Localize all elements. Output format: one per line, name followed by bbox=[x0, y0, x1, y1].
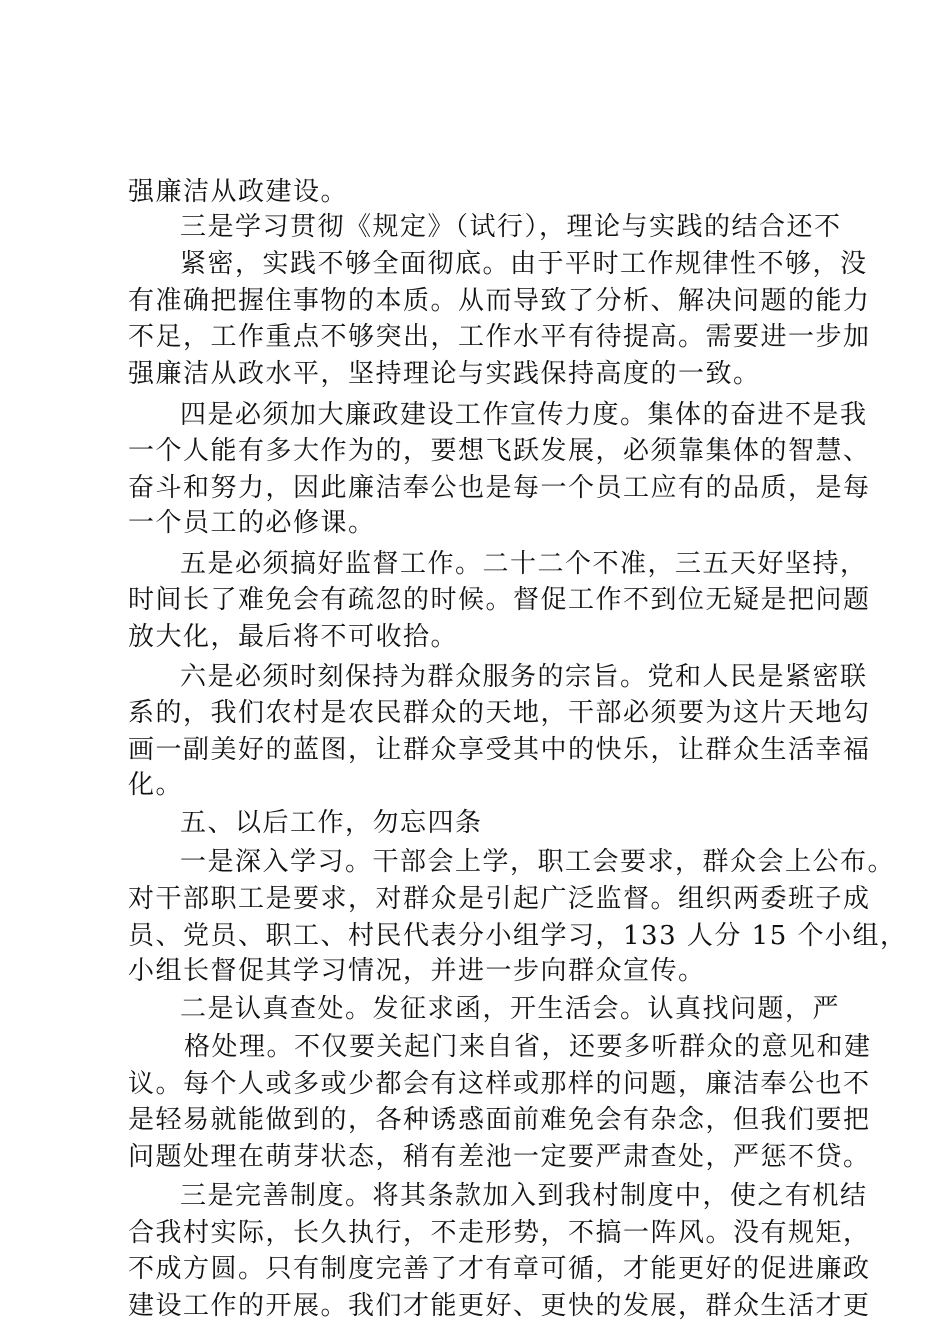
text-line-3: 紧密，实践不够全面彻底。由于平时工作规律性不够，没 bbox=[180, 249, 868, 279]
text-line-8: 一个人能有多大作为的，要想飞跃发展，必须靠集体的智慧、 bbox=[128, 436, 871, 466]
text-line-14: 六是必须时刻保持为群众服务的宗旨。党和人民是紧密联 bbox=[180, 662, 868, 692]
text-line-13: 放大化，最后将不可收拾。 bbox=[128, 622, 459, 652]
text-line-22: 小组长督促其学习情况，并进一步向群众宣传。 bbox=[128, 956, 706, 986]
text-line-9: 奋斗和努力，因此廉洁奉公也是每一个员工应有的品质，是每 bbox=[128, 473, 871, 503]
text-line-15: 系的，我们农村是农民群众的天地，干部必须要为这片天地勾 bbox=[128, 698, 871, 728]
text-line-29: 合我村实际，长久执行，不走形势，不搞一阵风。没有规矩， bbox=[128, 1218, 871, 1248]
text-line-10: 一个员工的必修课。 bbox=[128, 508, 376, 538]
text-line-12: 时间长了难免会有疏忽的时候。督促工作不到位无疑是把问题 bbox=[128, 585, 871, 615]
text-line-26: 是轻易就能做到的，各种诱惑面前难免会有杂念，但我们要把 bbox=[128, 1105, 871, 1135]
text-line-21: 员、党员、职工、村民代表分小组学习，133 人分 15 个小组， bbox=[128, 921, 908, 951]
text-line-30: 不成方圆。只有制度完善了才有章可循，才能更好的促进廉政 bbox=[128, 1254, 871, 1284]
text-line-18: 五、以后工作，勿忘四条 bbox=[180, 808, 483, 838]
text-line-31: 建设工作的开展。我们才能更好、更快的发展，群众生活才更 bbox=[128, 1291, 871, 1321]
text-line-4: 有准确把握住事物的本质。从而导致了分析、解决问题的能力 bbox=[128, 286, 871, 316]
text-line-11: 五是必须搞好监督工作。二十二个不准，三五天好坚持， bbox=[180, 549, 868, 579]
text-line-16: 画一副美好的蓝图，让群众享受其中的快乐，让群众生活幸福 bbox=[128, 735, 871, 765]
text-line-23: 二是认真查处。发征求函，开生活会。认真找问题，严 bbox=[180, 994, 841, 1024]
text-line-5: 不足，工作重点不够突出，工作水平有待提高。需要进一步加 bbox=[128, 322, 871, 352]
text-line-20: 对干部职工是要求，对群众是引起广泛监督。组织两委班子成 bbox=[128, 884, 871, 914]
text-line-27: 问题处理在萌芽状态，稍有差池一定要严肃查处，严惩不贷。 bbox=[128, 1142, 871, 1172]
text-line-7: 四是必须加大廉政建设工作宣传力度。集体的奋进不是我 bbox=[180, 400, 868, 430]
text-line-17: 化。 bbox=[128, 770, 184, 800]
text-line-24: 格处理。不仅要关起门来自省，还要多听群众的意见和建 bbox=[184, 1032, 872, 1062]
text-line-28: 三是完善制度。将其条款加入到我村制度中，使之有机结 bbox=[180, 1181, 868, 1211]
text-line-6: 强廉洁从政水平，坚持理论与实践保持高度的一致。 bbox=[128, 359, 761, 389]
text-line-1: 强廉洁从政建设。 bbox=[128, 177, 349, 207]
text-line-2: 三是学习贯彻《规定》（试行），理论与实践的结合还不 bbox=[180, 212, 842, 242]
text-line-19: 一是深入学习。干部会上学，职工会要求，群众会上公布。 bbox=[180, 847, 896, 877]
text-line-25: 议。每个人或多或少都会有这样或那样的问题，廉洁奉公也不 bbox=[128, 1069, 871, 1099]
